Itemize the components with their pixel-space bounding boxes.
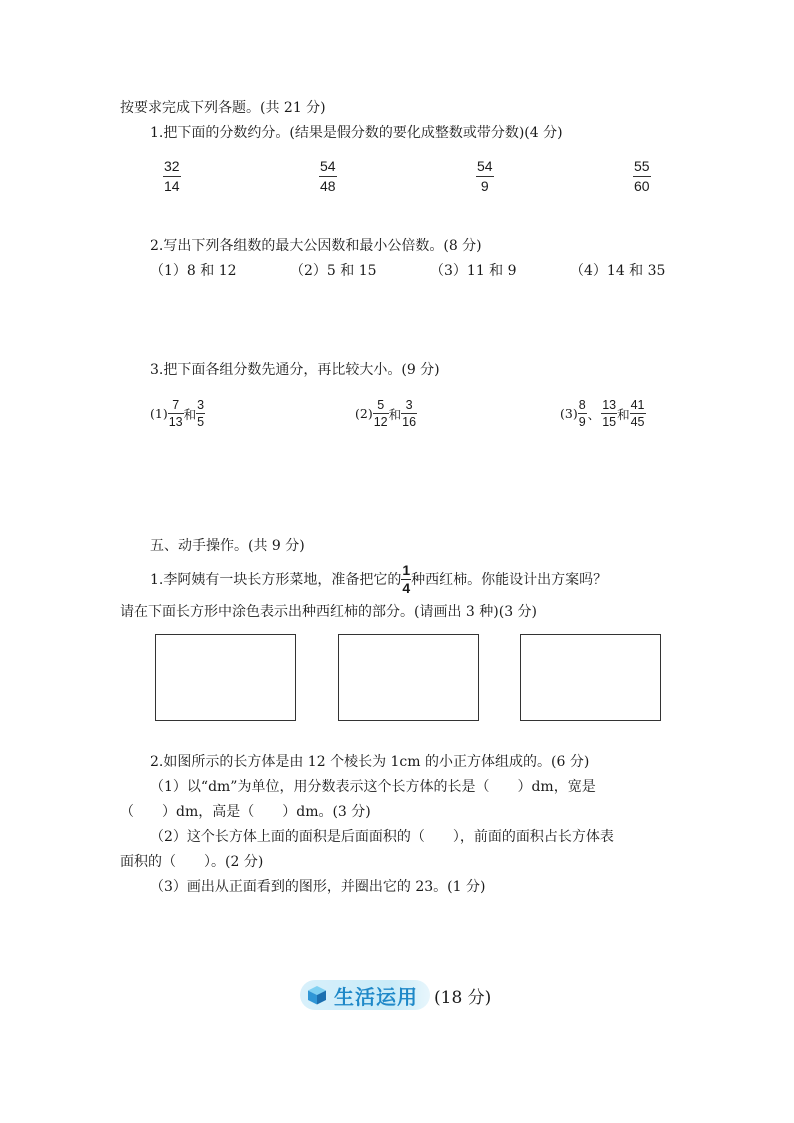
q1-fraction-4: $\frac{55}{60}$	[634, 158, 650, 194]
section5-title: 五、动手操作。(共 9 分)	[150, 538, 305, 554]
q3-prompt: 3.把下面各组分数先通分，再比较大小。(9 分)	[150, 362, 440, 378]
section-banner	[300, 980, 491, 1010]
q3-group-3: (3) $\frac{8}{9}$ 、 $\frac{13}{15}$ 和 $\frac{41}{45}$	[560, 398, 645, 429]
banner-pill	[300, 980, 430, 1010]
s5-q2-part3: （3）画出从正面看到的图形，并圈出它的 23。(1 分)	[150, 879, 486, 895]
drawing-rectangle-1[interactable]	[155, 634, 296, 721]
q2-item-4: （4）14 和 35	[570, 263, 666, 279]
s5-q2-part2-line1: （2）这个长方体上面的面积是后面面积的（ ），前面的面积占长方体表	[150, 829, 614, 845]
q3-group-2: (2) $\frac{5}{12}$ 和 $\frac{3}{16}$	[355, 398, 417, 429]
q2-item-3: （3）11 和 9	[430, 263, 517, 279]
s5-q2-part1-line1: （1）以“dm”为单位，用分数表示这个长方体的长是（ ）dm，宽是	[150, 779, 596, 795]
s5-q2-prompt: 2.如图所示的长方体是由 12 个棱长为 1cm 的小正方体组成的。(6 分)	[150, 754, 590, 770]
q1-fraction-2: $\frac{54}{48}$	[320, 158, 336, 194]
banner-score: (18 分)	[434, 987, 492, 1008]
q2-prompt: 2.写出下列各组数的最大公因数和最小公倍数。(8 分)	[150, 238, 482, 254]
banner-title: 生活运用	[334, 984, 418, 1009]
drawing-rectangle-2[interactable]	[338, 634, 479, 721]
s5-q1-fraction: $\frac{1}{4}$	[402, 562, 411, 596]
s5-q1-prefix: 1.李阿姨有一块长方形菜地，准备把它的	[150, 571, 402, 588]
section-intro: 按要求完成下列各题。(共 21 分)	[120, 100, 326, 116]
s5-q1-line2: 请在下面长方形中涂色表示出种西红柿的部分。(请画出 3 种)(3 分)	[120, 604, 538, 620]
s5-q2-part2-line2: 面积的（ ）。(2 分)	[120, 854, 264, 870]
cube-icon	[306, 984, 328, 1006]
q1-fraction-3: $\frac{54}{9}$	[477, 158, 493, 194]
q1-fraction-1: $\frac{32}{14}$	[164, 158, 180, 194]
drawing-rectangle-3[interactable]	[520, 634, 661, 721]
q2-item-1: （1）8 和 12	[150, 263, 237, 279]
q3-group-1: (1) $\frac{7}{13}$ 和 $\frac{3}{5}$	[150, 398, 205, 429]
q2-item-2: （2）5 和 15	[290, 263, 377, 279]
q1-prompt: 1.把下面的分数约分。(结果是假分数的要化成整数或带分数)(4 分)	[150, 125, 563, 141]
s5-q2-part1-line2: （ ）dm，高是（ ）dm。(3 分)	[120, 804, 371, 820]
s5-q1-suffix: 种西红柿。你能设计出方案吗？	[411, 571, 608, 588]
s5-q1-line1	[150, 563, 607, 596]
